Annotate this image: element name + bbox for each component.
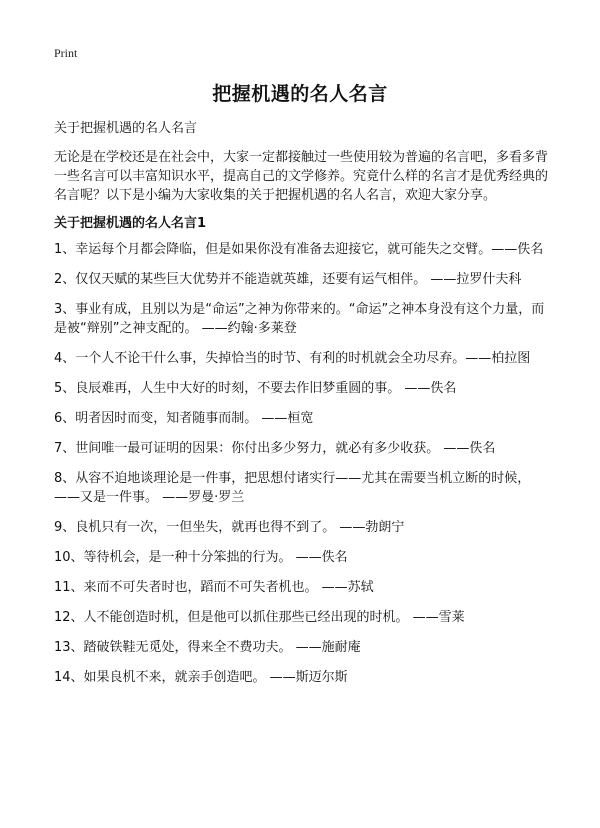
quote-number: 7、 <box>54 441 76 456</box>
quote-number: 12、 <box>54 610 84 625</box>
quote-text: 人不能创造时机，但是他可以抓住那些已经出现的时机。 ——雪莱 <box>83 610 465 625</box>
section-heading: 关于把握机遇的名人名言1 <box>54 216 207 231</box>
quote-number: 8、 <box>54 471 76 486</box>
quote-text: 一个人不论干什么事，失掉恰当的时节、有利的时机就会全功尽弃。——柏拉图 <box>75 351 531 366</box>
quote-item <box>54 469 550 507</box>
quote-item <box>54 578 550 597</box>
quote-number: 1、 <box>54 242 76 257</box>
quote-item <box>54 300 550 338</box>
quote-text: 明者因时而变，知者随事而制。 ——桓宽 <box>75 411 314 426</box>
article-body <box>54 120 550 698</box>
quote-number: 9、 <box>54 520 76 535</box>
quote-number: 11、 <box>54 580 84 595</box>
quote-number: 2、 <box>54 272 76 287</box>
intro-paragraph: 无论是在学校还是在社会中，大家一定都接触过一些使用较为普遍的名言吧，多看多背一些名言可以丰富知识水平，提高自己的文学修养。究竟什么样的名言才是优秀经典的名言呢？以下是小编为大家收集的关于把握机遇的名人名言，欢迎大家分享。 <box>54 150 549 203</box>
quote-text: 等待机会，是一种十分笨拙的行为。 ——佚名 <box>83 550 348 565</box>
article-subtitle: 关于把握机遇的名人名言 <box>54 121 198 136</box>
quote-item <box>54 379 550 398</box>
quote-item <box>54 439 550 458</box>
quote-item <box>54 668 550 687</box>
quote-text: 幸运每个月都会降临，但是如果你没有准备去迎接它，就可能失之交臂。——佚名 <box>75 242 544 257</box>
quote-item <box>54 270 550 289</box>
quote-list <box>54 240 550 687</box>
quote-item <box>54 349 550 368</box>
quote-text: 如果良机不来，就亲手创造吧。 ——斯迈尔斯 <box>83 670 348 685</box>
quote-text: 来而不可失者时也，蹈而不可失者机也。 ——苏轼 <box>83 580 374 595</box>
quote-number: 10、 <box>54 550 84 565</box>
quote-number: 4、 <box>54 351 76 366</box>
quote-item <box>54 518 550 537</box>
quote-item <box>54 548 550 567</box>
quote-number: 5、 <box>54 381 76 396</box>
quote-number: 14、 <box>54 670 84 685</box>
quote-item <box>54 240 550 259</box>
quote-item <box>54 409 550 428</box>
quote-text: 仅仅天赋的某些巨大优势并不能造就英雄，还要有运气相伴。 ——拉罗什夫科 <box>75 272 522 287</box>
quote-text: 世间唯一最可证明的因果：你付出多少努力，就必有多少收获。 ——佚名 <box>75 441 496 456</box>
quote-item <box>54 638 550 657</box>
quote-item <box>54 608 550 627</box>
quote-text: 事业有成，且别以为是“命运”之神为你带来的。“命运”之神本身没有这个力量，而是被“辩别”之神支配的。 ——约翰·多莱登 <box>54 302 545 336</box>
quote-number: 13、 <box>54 640 84 655</box>
quote-text: 良机只有一次，一但坐失，就再也得不到了。 ——勃朗宁 <box>75 520 405 535</box>
quote-number: 3、 <box>54 302 76 317</box>
print-link[interactable]: Print <box>54 46 78 60</box>
quote-text: 良辰难再，人生中大好的时刻，不要去作旧梦重圆的事。 ——佚名 <box>75 381 457 396</box>
quote-text: 踏破铁鞋无觅处，得来全不费功夫。 ——施耐庵 <box>83 640 361 655</box>
page-title: 把握机遇的名人名言 <box>212 83 388 105</box>
quote-number: 6、 <box>54 411 76 426</box>
quote-text: 从容不迫地谈理论是一件事，把思想付诸实行——尤其在需要当机立断的时候，——又是一件事。 ——罗曼·罗兰 <box>54 471 531 505</box>
